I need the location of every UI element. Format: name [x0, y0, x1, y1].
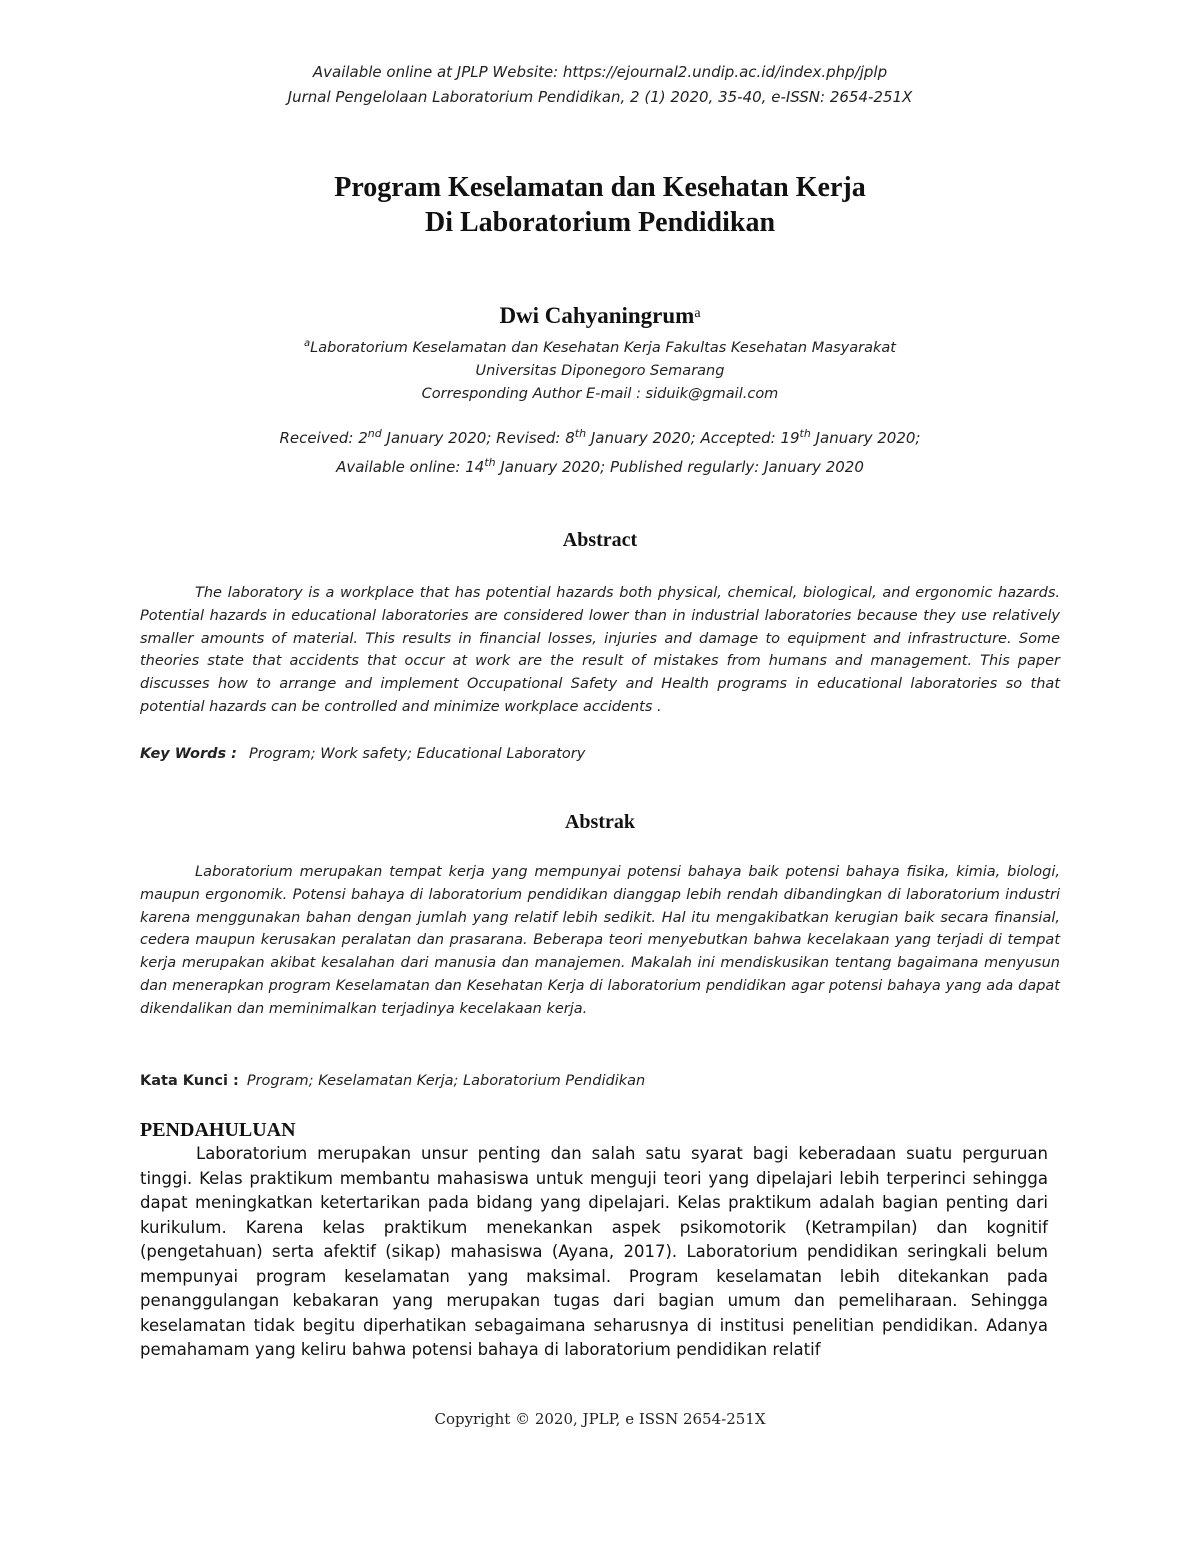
dates-line-2: [0, 453, 1200, 482]
author-name-text: Dwi Cahyaningrum: [499, 303, 695, 328]
dates-line-1: [0, 424, 1200, 453]
revised-date-prefix: January 2020; Revised: 8: [381, 429, 575, 447]
received-date-sup: nd: [367, 427, 382, 440]
journal-website-line: Available online at JPLP Website: https://ejournal2.undip.ac.id/index.php/jplp: [312, 63, 888, 81]
introduction-paragraph: Laboratorium merupakan unsur penting dan salah satu syarat bagi keberadaan suatu perguruan tinggi. Kelas praktikum membantu mahasiswa untuk menguji teori yang dipelajari lebih terperinci sehingga dapat meningkatkan ketertarikan pada bidang yang dipelajari. Kelas praktikum adalah bagian penting dari kurikulum. Karena kelas praktikum menekankan aspek psikomotorik (Ketrampilan) dan kognitif (pengetahuan) serta afektif (sikap) mahasiswa (Ayana, 2017). Laboratorium pendidikan seringkali belum mempunyai program keselamatan yang maksimal. Program keselamatan lebih ditekankan pada penanggulangan kebakaran yang merupakan tugas dari bagian umum dan pemeliharaan. Sehingga keselamatan tidak begitu diperhatikan sebagaimana seharusnya di institusi penelitian pendidikan. Adanya pemahamam yang keliru bahwa potensi bahaya di laboratorium pendidikan relatif: [140, 1144, 1048, 1359]
online-date-sup: th: [484, 456, 496, 469]
keywords-label: Key Words :: [140, 746, 237, 762]
author-affiliation: [0, 332, 1200, 406]
received-date-prefix: Received: 2: [279, 429, 368, 447]
journal-citation-line: Jurnal Pengelolaan Laboratorium Pendidikan, 2 (1) 2020, 35-40, e-ISSN: 2654-251X: [287, 88, 913, 106]
corresponding-author-email: Corresponding Author E-mail : siduik@gmail.com: [421, 385, 779, 402]
paper-title-line-2: Di Laboratorium Pendidikan: [424, 207, 776, 238]
affiliation-line-1: [0, 332, 1200, 360]
author-affiliation-marker: a: [694, 306, 701, 321]
introduction-body: [140, 1142, 1048, 1363]
affiliation-marker: a: [304, 338, 311, 349]
keywords-indonesian: [140, 1070, 1060, 1092]
abstract-indonesian-text: Laboratorium merupakan tempat kerja yang mempunyai potensi bahaya baik potensi bahaya fisika, kimia, biologi, maupun ergonomik. Potensi bahaya di laboratorium pendidikan dianggap lebih rendah dibandingkan di laboratorium industri karena menggunakan bahan dengan jumlah yang relatif lebih sedikit. Hal itu mengakibatkan kerugian baik secara finansial, cedera maupun kerusakan peralatan dan prasarana. Beberapa teori menyebutkan bahwa kecelakaan yang terjadi di tempat kerja merupakan akibat kesalahan dari manusia dan manajemen. Makalah ini mendiskusikan tentang bagaimana menyusun dan menerapkan program Keselamatan dan Kesehatan Kerja di laboratorium pendidikan agar potensi bahaya yang ada dapat dikendalikan dan meminimalkan terjadinya kecelakaan kerja.: [140, 864, 1060, 1017]
kata-kunci-label: Kata Kunci :: [140, 1073, 239, 1089]
revised-date-sup: th: [574, 427, 587, 440]
abstract-english: [140, 582, 1060, 719]
online-date-prefix: Available online: 14: [336, 458, 485, 476]
kata-kunci-value: Program; Keselamatan Kerja; Laboratorium Pendidikan: [246, 1073, 646, 1089]
keywords-value: Program; Work safety; Educational Laboratory: [248, 746, 586, 762]
accepted-date-suffix: January 2020;: [810, 429, 921, 447]
article-dates: [0, 424, 1200, 482]
online-date-suffix: January 2020; Published regularly: January 2020: [495, 458, 864, 476]
introduction-heading: PENDAHULUAN: [140, 1119, 296, 1141]
author-name: [0, 301, 1200, 331]
abstract-indonesian: [140, 861, 1060, 1021]
abstrak-heading: Abstrak: [564, 811, 635, 833]
abstract-heading: Abstract: [562, 529, 638, 551]
abstract-english-text: The laboratory is a workplace that has potential hazards both physical, chemical, biological, and ergonomic hazards. Potential hazards in educational laboratories are considered lower than in industrial laboratories because they use relatively smaller amounts of material. This results in financial losses, injuries and damage to equipment and infrastructure. Some theories state that accidents that occur at work are the result of mistakes from humans and management. This paper discusses how to arrange and implement Occupational Safety and Health programs in educational laboratories so that potential hazards can be controlled and minimize workplace accidents .: [140, 585, 1060, 715]
affiliation-institute: Laboratorium Keselamatan dan Kesehatan Kerja Fakultas Kesehatan Masyarakat: [310, 339, 896, 356]
paper-title: [0, 170, 1200, 240]
accepted-date-sup: th: [799, 427, 811, 440]
accepted-date-prefix: January 2020; Accepted: 19: [586, 429, 800, 447]
keywords-english: [140, 743, 1060, 765]
affiliation-line-2: Universitas Diponegoro Semarang: [475, 362, 725, 379]
journal-header: [0, 60, 1200, 110]
copyright-footer: Copyright © 2020, JPLP, e ISSN 2654-251X: [434, 1410, 766, 1428]
paper-title-line-1: Program Keselamatan dan Kesehatan Kerja: [334, 172, 866, 203]
